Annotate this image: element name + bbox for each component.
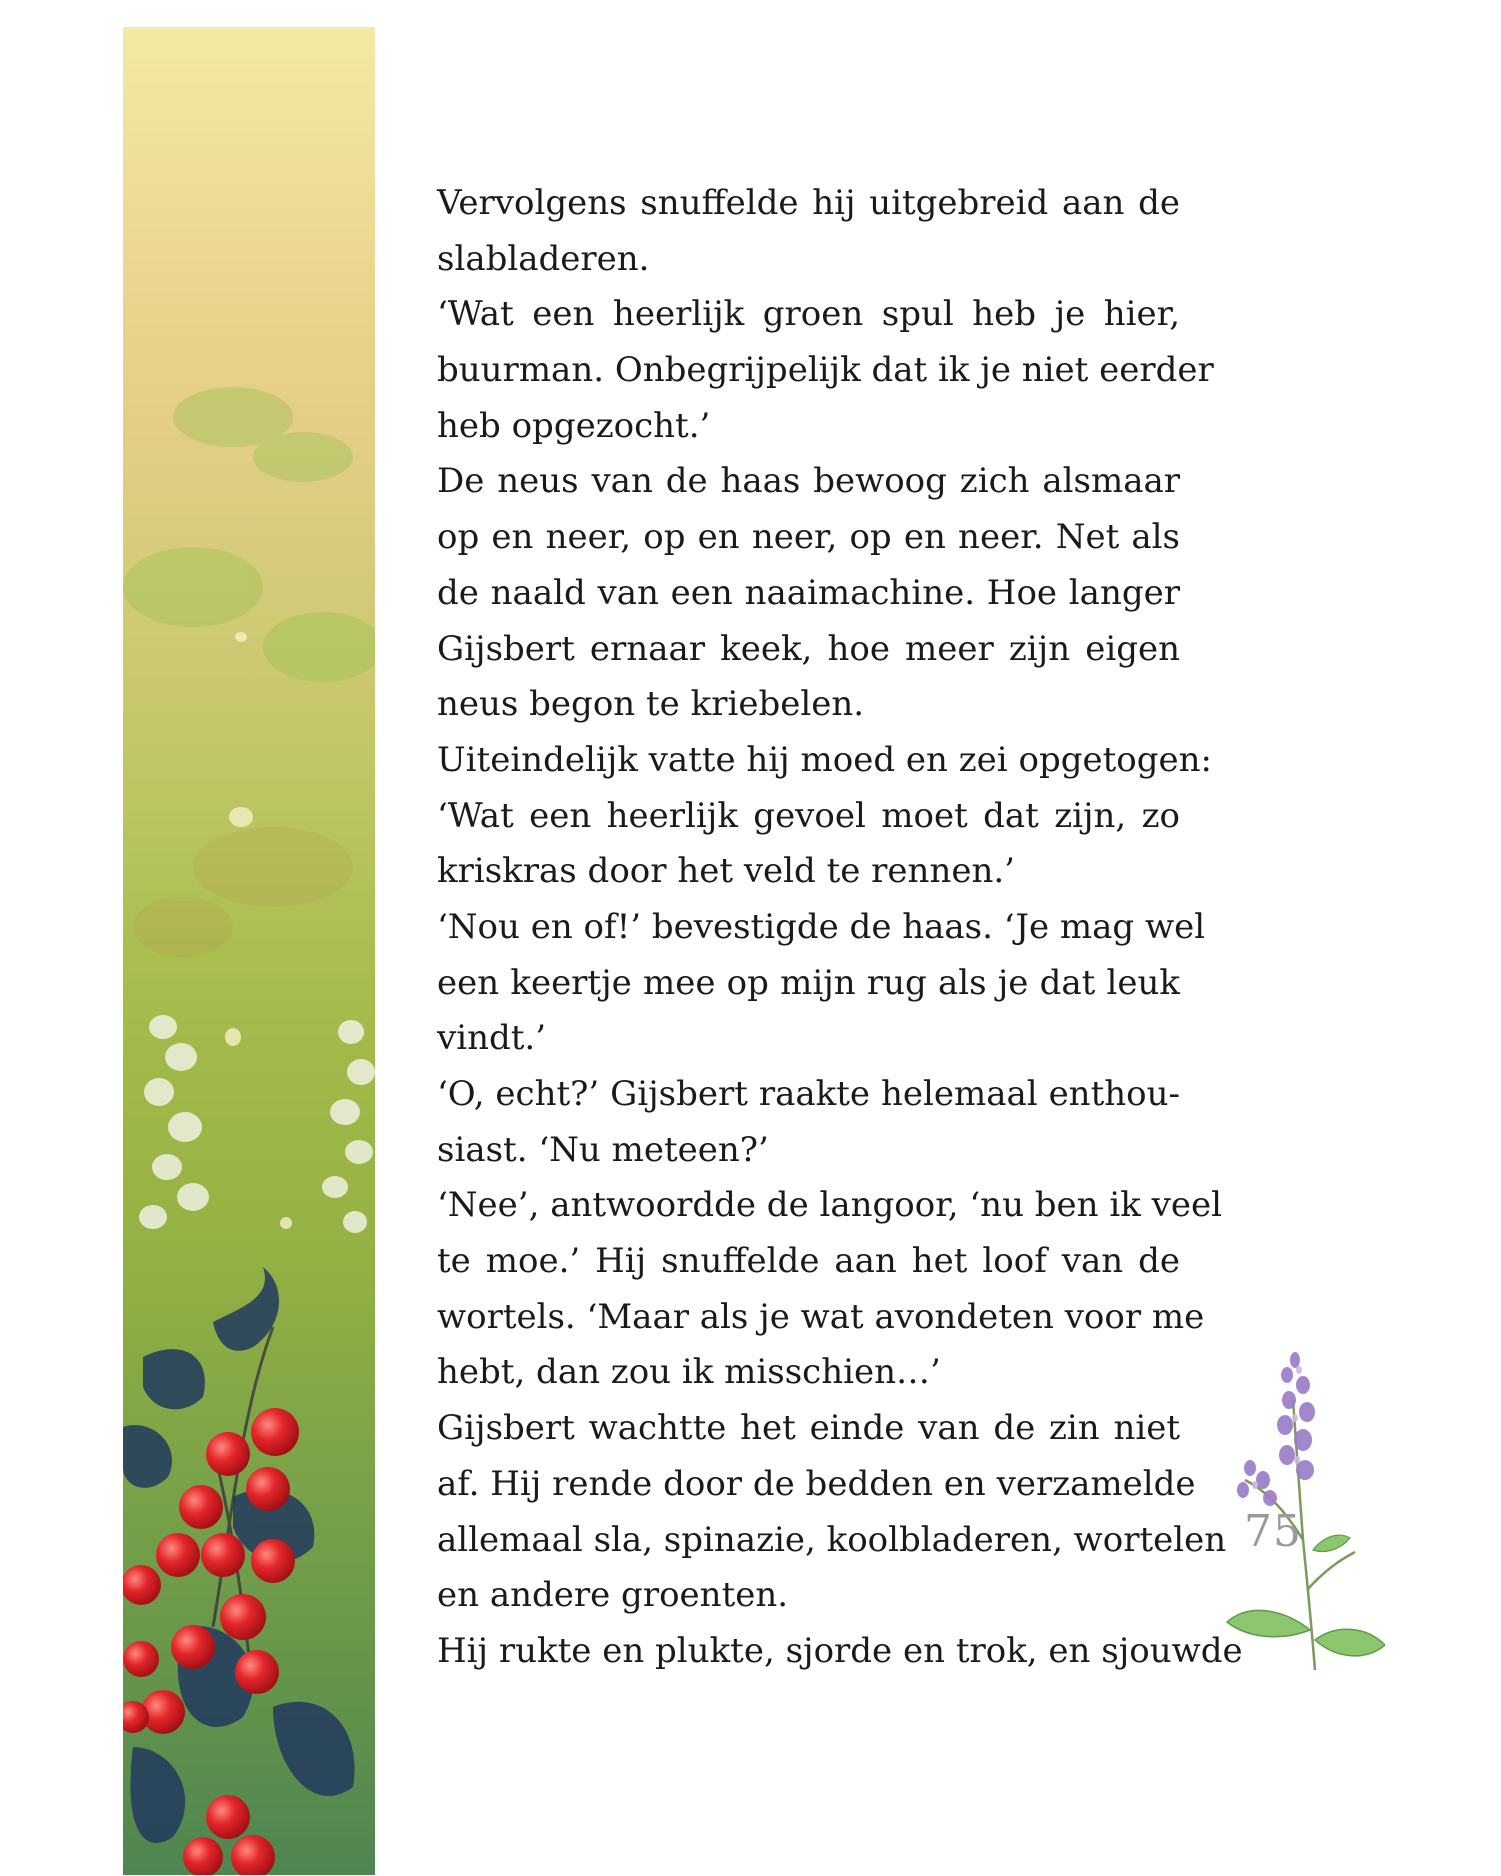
page-number: 75 xyxy=(1244,1506,1302,1557)
text-line: hebt, dan zou ik misschien…’ xyxy=(437,1352,941,1393)
text-line: af. Hij rende door de bedden en verzamelde xyxy=(437,1463,1196,1504)
text-line: vindt.’ xyxy=(437,1018,547,1059)
text-line: wortels. ‘Maar als je wat avondeten voor me xyxy=(437,1296,1205,1337)
text-line: De neus van de haas bewoog zich alsmaar xyxy=(437,461,1180,502)
text-line: de naald van een naaimachine. Hoe langer xyxy=(437,572,1180,613)
text-line: kriskras door het veld te rennen.’ xyxy=(437,851,1015,892)
text-line: ‘Wat een heerlijk gevoel moet dat zijn, zo xyxy=(437,795,1180,836)
body-text xyxy=(437,176,1243,1680)
text-line: ‘Nee’, antwoordde de langoor, ‘nu ben ik veel xyxy=(437,1185,1222,1226)
text-line: siast. ‘Nu meteen?’ xyxy=(437,1129,769,1170)
text-line: ‘Nou en of!’ bevestigde de haas. ‘Je mag wel xyxy=(437,906,1206,947)
text-line: Gijsbert wachtte het einde van de zin niet xyxy=(437,1408,1180,1449)
text-line: Uiteindelijk vatte hij moed en zei opgetogen: xyxy=(437,739,1212,780)
text-line: allemaal sla, spinazie, koolbladeren, wortelen xyxy=(437,1519,1227,1560)
text-line: en andere groenten. xyxy=(437,1575,789,1616)
text-line: een keertje mee op mijn rug als je dat leuk xyxy=(437,962,1180,1003)
text-line: buurman. Onbegrijpelijk dat ik je niet eerder xyxy=(437,350,1214,391)
text-line: op en neer, op en neer, op en neer. Net als xyxy=(437,517,1180,558)
text-line: Vervolgens snuffelde hij uitgebreid aan de xyxy=(437,183,1180,223)
text-line: ‘Wat een heerlijk groen spul heb je hier, xyxy=(437,294,1180,335)
painting-artwork xyxy=(123,27,375,1875)
text-line: Hij rukte en plukte, sjorde en trok, en sjouwde xyxy=(437,1630,1243,1671)
text-line: te moe.’ Hij snuffelde aan het loof van de xyxy=(437,1241,1180,1282)
redcurrant-garden-painting xyxy=(123,27,375,1875)
text-line: heb opgezocht.’ xyxy=(437,405,711,446)
text-line: Gijsbert ernaar keek, hoe meer zijn eigen xyxy=(437,628,1180,669)
text-line: ‘O, echt?’ Gijsbert raakte helemaal enthou- xyxy=(437,1074,1180,1114)
text-line: neus begon te kriebelen. xyxy=(437,684,865,725)
text-line: slabladeren. xyxy=(437,238,650,279)
